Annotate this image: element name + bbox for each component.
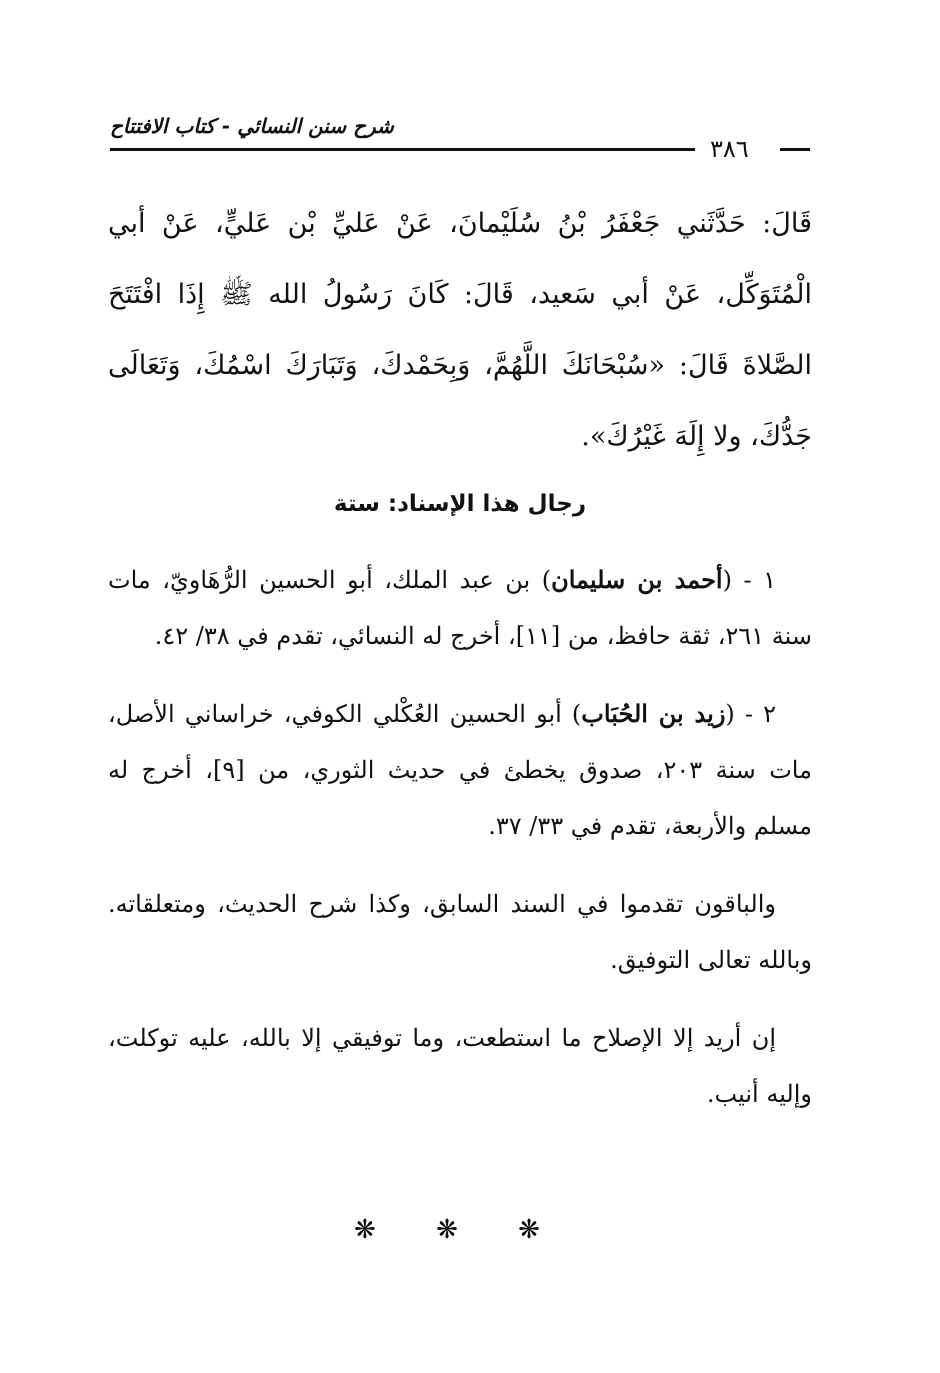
narrator-entry — [108, 686, 812, 854]
page-header — [110, 112, 810, 167]
closing-paragraph: إن أريد إلا الإصلاح ما استطعت، وما توفيقي إلا بالله، عليه توكلت، وإليه أنيب. — [108, 1024, 812, 1108]
narrator-name: زيد بن الحُبَاب — [581, 699, 726, 728]
hadith-text: قَالَ: حَدَّثَني جَعْفَرُ بْنُ سُلَيْمانَ، عَنْ عَليِّ بْن عَليٍّ، عَنْ أبي الْمُتَوَكِّل، عَنْ أبي سَعيد، قَالَ: كَانَ رَسُولُ الله ﷺ إِذَا افْتَتَحَ الصَّلاةَ قَالَ: «سُبْحَانَكَ اللَّهُمَّ، وَبِحَمْدكَ، وَتَبَارَكَ اسْمُكَ، وَتَعَالَى جَدُّكَ، ولا إِلَهَ غَيْرُكَ». — [108, 208, 812, 452]
page-number: ٣٨٦ — [710, 135, 749, 163]
narrator-details: ) أبو الحسين العُكْلي الكوفي، خراساني الأصل، مات سنة ٢٠٣، صدوق يخطئ في حديث الثوري، من [٩]، أخرج له مسلم والأربعة، تقدم في ٣٣/ ٣٧. — [108, 700, 812, 840]
closing-paragraph: والباقون تقدموا في السند السابق، وكذا شرح الحديث، ومتعلقاته. وبالله تعالى التوفيق. — [108, 890, 812, 974]
narrator-number: ٢ - ( — [725, 700, 777, 728]
narrators-list — [108, 552, 812, 1144]
narrator-name: أحمد بن سليمان — [551, 565, 723, 594]
section-separator: ❋ ❋ ❋ — [354, 1215, 566, 1245]
narrator-entry — [108, 552, 812, 664]
section-heading: رجال هذا الإسناد: ستة — [333, 491, 587, 517]
header-dash — [780, 148, 810, 151]
header-rule — [110, 148, 695, 151]
narrator-details: ) بن عبد الملك، أبو الحسين الرُّهَاويّ، مات سنة ٢٦١، ثقة حافظ، من [١١]، أخرج له النسائي، تقدم في ٣٨/ ٤٢. — [108, 566, 812, 650]
narrator-number: ١ - ( — [722, 566, 777, 594]
running-title: شرح سنن النسائي - كتاب الافتتاح — [110, 114, 394, 138]
